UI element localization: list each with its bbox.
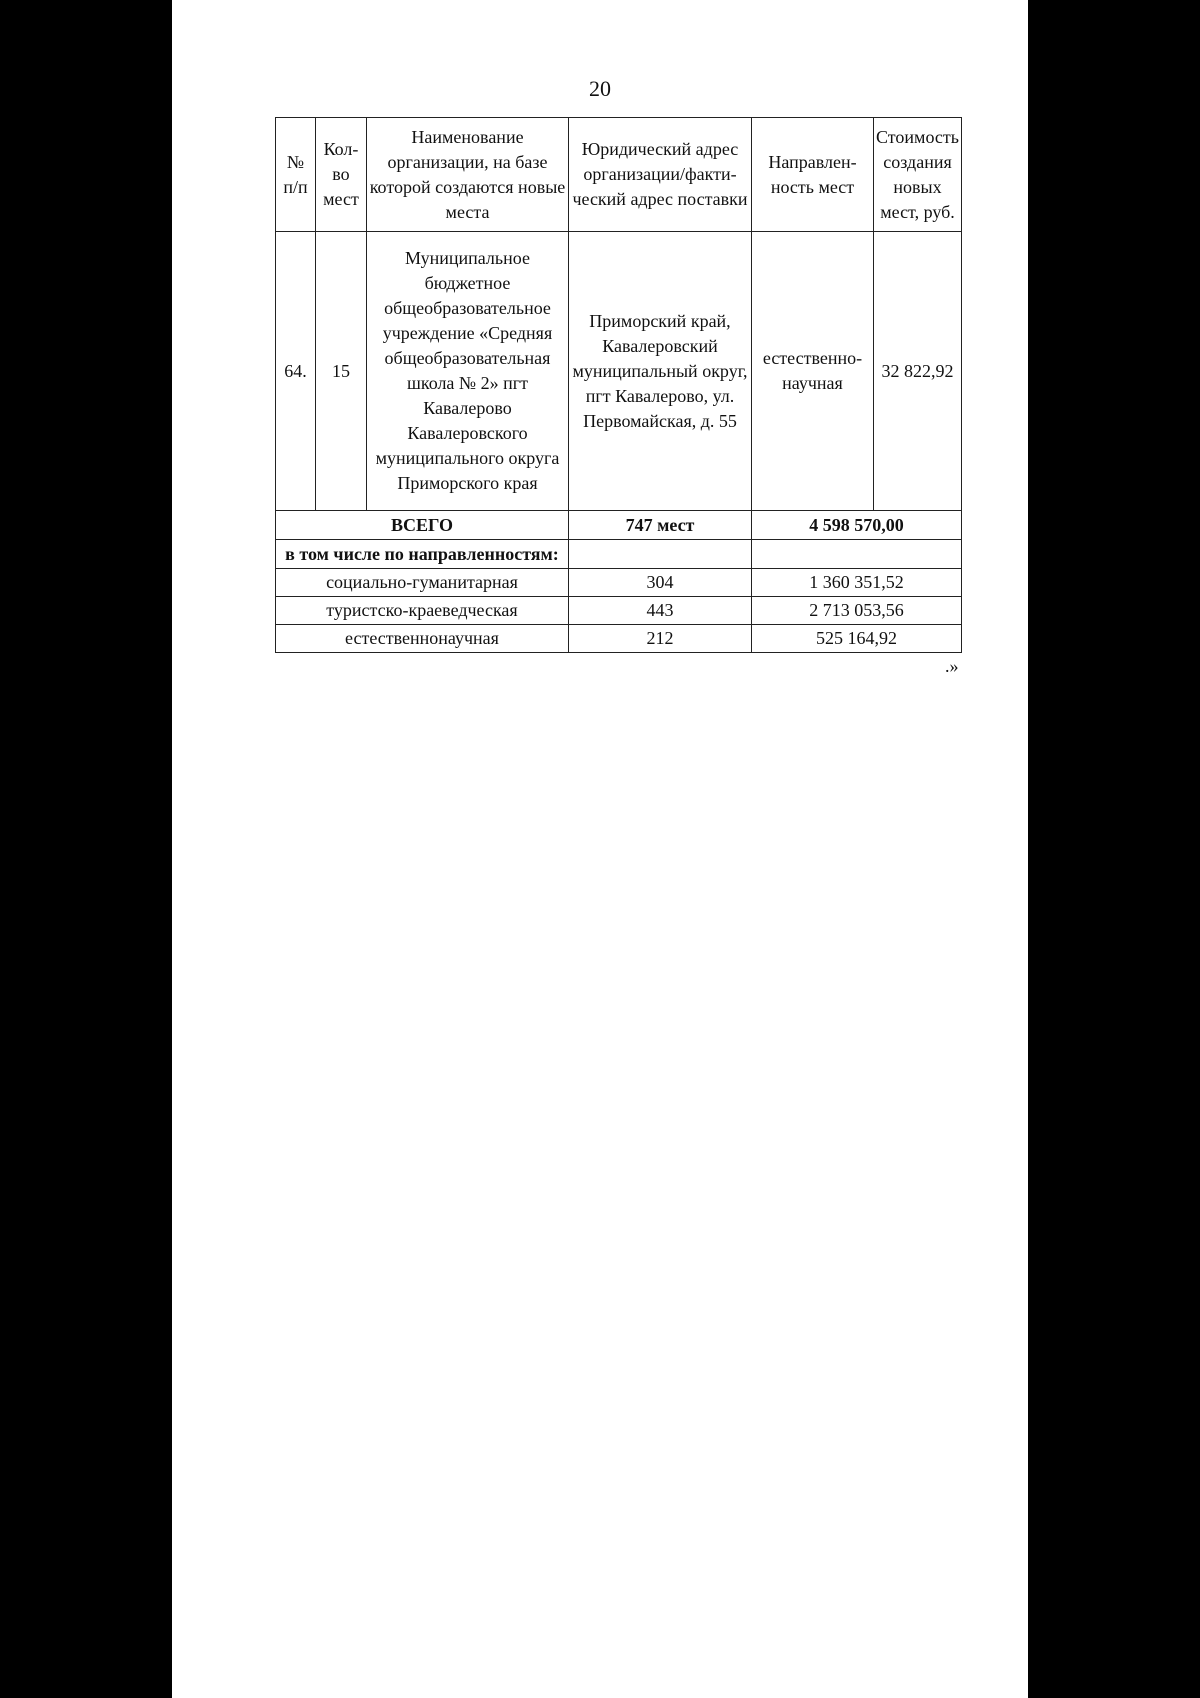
breakdown-row (276, 569, 962, 597)
breakdown-name: туристско-краеведческая (276, 597, 569, 625)
breakdown-name: социально-гуманитарная (276, 569, 569, 597)
breakdown-cost: 2 713 053,56 (752, 597, 962, 625)
header-direction: Направлен-ность мест (752, 118, 874, 232)
breakdown-row (276, 625, 962, 653)
breakdown-cost: 525 164,92 (752, 625, 962, 653)
page-number: 20 (589, 76, 611, 101)
cell-cost: 32 822,92 (874, 232, 962, 511)
breakdown-name: естественнонаучная (276, 625, 569, 653)
total-label: ВСЕГО (276, 511, 569, 540)
table-row (276, 232, 962, 511)
header-address: Юридический адрес организации/факти-ческий адрес поставки (569, 118, 752, 232)
breakdown-label-row (276, 540, 962, 569)
cell-qty: 15 (316, 232, 367, 511)
breakdown-row (276, 597, 962, 625)
breakdown-label: в том числе по направленностям: (276, 540, 569, 569)
cell-address: Приморский край, Кавалеровский муниципальный округ, пгт Кавалерово, ул. Первомайская, д. 55 (569, 232, 752, 511)
breakdown-label-empty (752, 540, 962, 569)
header-qty: Кол-во мест (316, 118, 367, 232)
header-num: № п/п (276, 118, 316, 232)
total-row (276, 511, 962, 540)
header-org: Наименование организации, на базе которой создаются новые места (367, 118, 569, 232)
cell-org: Муниципальное бюджетное общеобразовательное учреждение «Средняя общеобразовательная школа № 2» пгт Кавалерово Кавалеровского муниципального округа Приморского края (367, 232, 569, 511)
breakdown-places: 304 (569, 569, 752, 597)
total-places: 747 мест (569, 511, 752, 540)
table-header-row (276, 118, 962, 232)
breakdown-places: 443 (569, 597, 752, 625)
breakdown-cost: 1 360 351,52 (752, 569, 962, 597)
breakdown-places: 212 (569, 625, 752, 653)
total-cost: 4 598 570,00 (752, 511, 962, 540)
places-table (275, 117, 962, 653)
header-cost: Стоимость создания новых мест, руб. (874, 118, 962, 232)
breakdown-label-empty (569, 540, 752, 569)
cell-num: 64. (276, 232, 316, 511)
document-page (172, 0, 1028, 1698)
cell-direction: естественно-научная (752, 232, 874, 511)
closing-quote-mark: .» (945, 656, 959, 676)
